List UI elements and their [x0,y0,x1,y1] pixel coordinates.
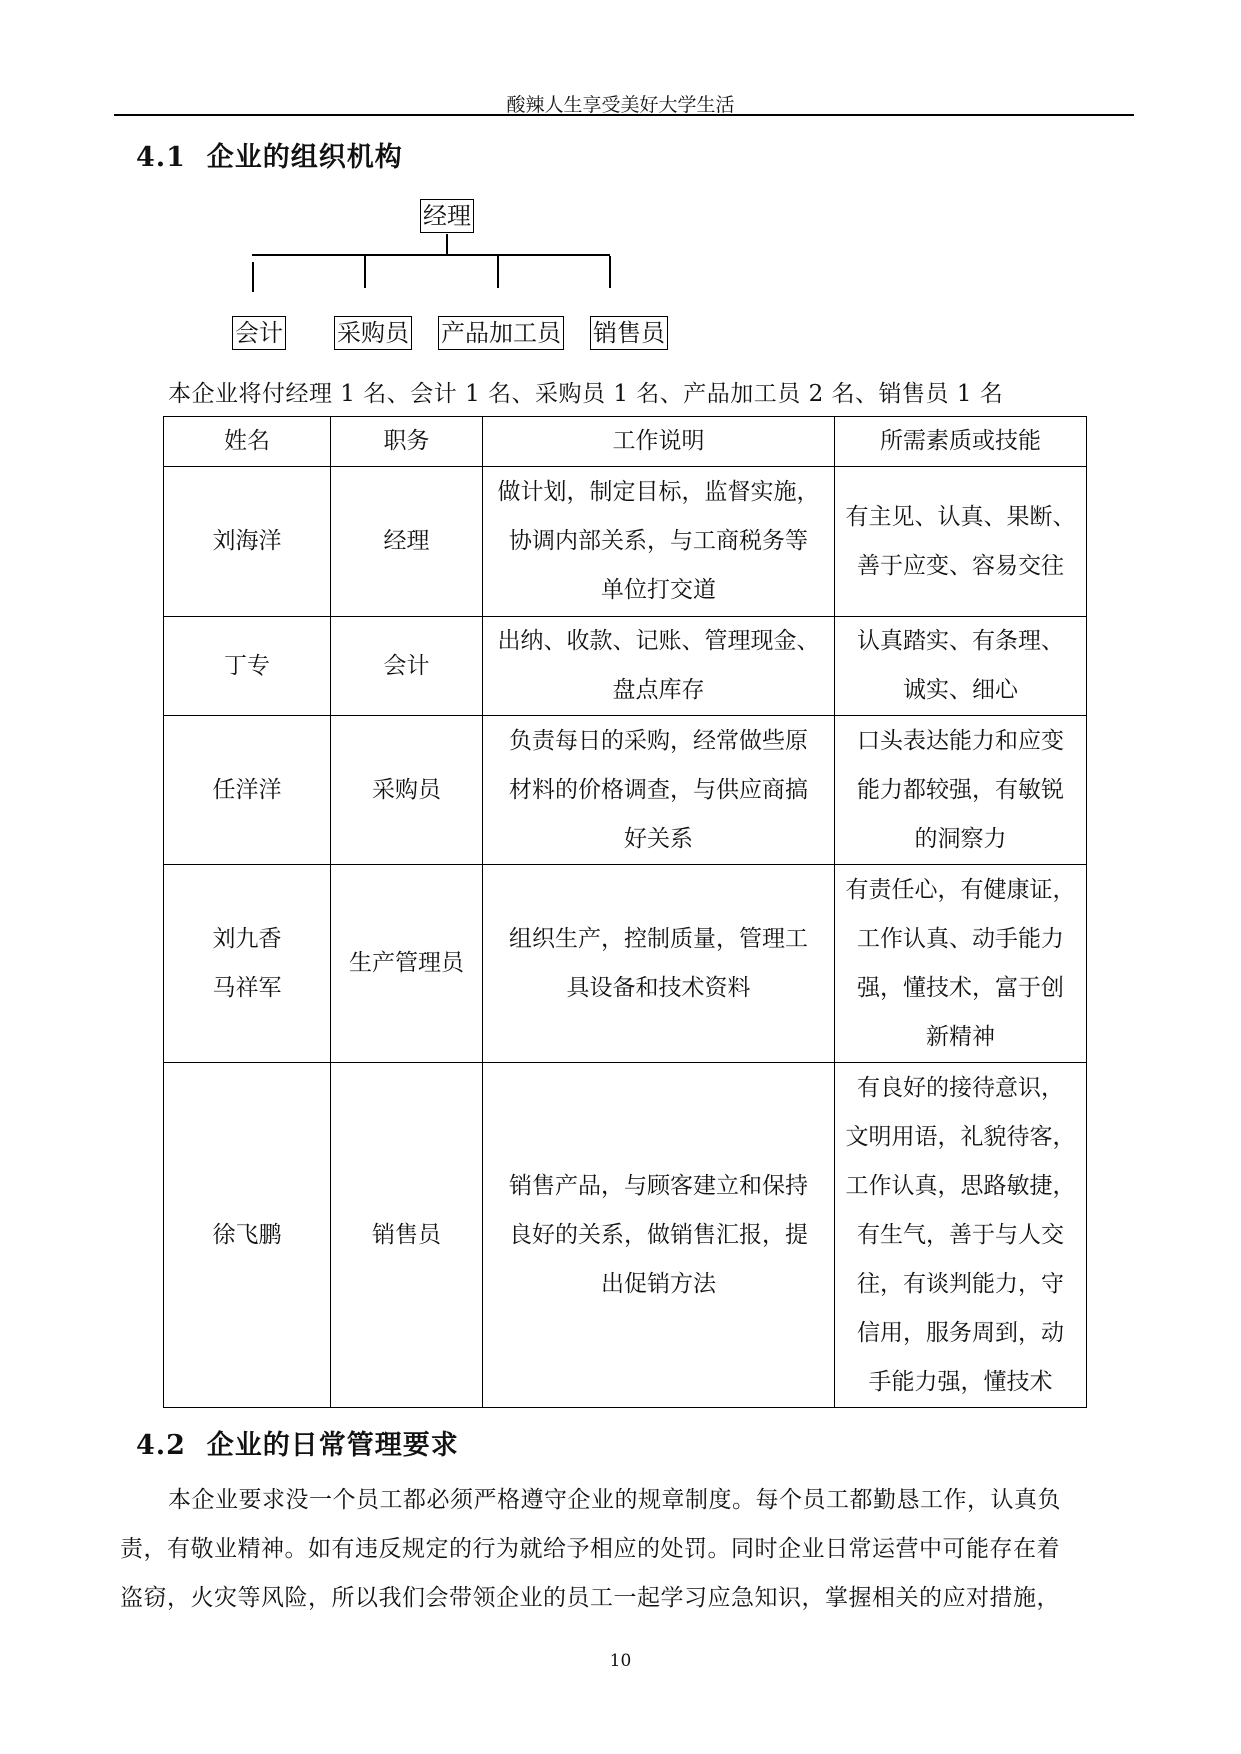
cell-line: 具设备和技术资料 [566,974,751,1001]
cell-line: 刘九香 [212,925,282,952]
org-connector [364,256,366,288]
cell-line: 协调内部关系，与工商税务等 [509,528,808,554]
cell-line: 盘点库存 [612,677,705,703]
cell-line: 文明用语，礼貌待客， [845,1123,1076,1150]
table-row [164,1063,1087,1408]
table-header-cell: 姓名 [164,417,331,467]
staffing-intro: 本企业将付经理 1 名、会计 1 名、采购员 1 名、产品加工员 2 名、销售员 1 名 [168,381,1004,407]
table-row [164,617,1087,716]
role-cell: 经理 [331,467,483,617]
org-connector [446,234,448,255]
duties-cell [483,716,835,865]
table-header-cell: 工作说明 [483,417,835,467]
name-cell: 任洋洋 [164,716,331,865]
cell-line: 工作认真、动手能力 [857,925,1064,952]
cell-line: 有生气，善于与人交 [857,1221,1064,1248]
cell-line: 新精神 [926,1023,995,1050]
table-header-cell: 职务 [331,417,483,467]
cell-line: 的洞察力 [914,825,1007,852]
org-connector [609,256,611,288]
table-row [164,716,1087,865]
paragraph-line: 盗窃，火灾等风险，所以我们会带领企业的员工一起学习应急知识，掌握相关的应对措施， [120,1585,1060,1611]
header-rule [114,114,1134,116]
cell-line: 出纳、收款、记账、管理现金、 [497,628,820,654]
paragraph-line: 本企业要求没一个员工都必须严格遵守企业的规章制度。每个员工都勤恳工作，认真负 [168,1487,1061,1513]
section-title: 企业的日常管理要求 [206,1430,459,1461]
org-connector [252,254,610,256]
skills-cell [835,617,1087,716]
org-node-child: 销售员 [590,316,668,350]
name-cell: 刘海洋 [164,467,331,617]
cell-line: 信用，服务周到，动 [857,1319,1064,1346]
table-header-row [164,417,1087,467]
cell-line: 组织生产，控制质量，管理工 [509,925,808,952]
org-node-child: 会计 [232,316,286,350]
org-node-child: 采购员 [334,316,412,350]
cell-line: 能力都较强，有敏锐 [857,776,1064,803]
name-cell: 徐飞鹏 [164,1063,331,1408]
cell-line: 强，懂技术，富于创 [857,974,1064,1001]
running-header: 酸辣人生享受美好大学生活 [506,94,735,116]
section-4-1-heading [136,135,403,174]
cell-line: 材料的价格调查，与供应商搞 [509,776,808,803]
cell-line: 工作认真，思路敏捷， [845,1172,1076,1199]
cell-line: 出促销方法 [601,1270,716,1297]
role-cell: 生产管理员 [331,865,483,1063]
org-connector [252,262,254,292]
org-node-child: 产品加工员 [438,316,564,350]
role-cell: 采购员 [331,716,483,865]
duties-cell [483,865,835,1063]
skills-cell [835,467,1087,617]
cell-line: 单位打交道 [601,577,716,603]
section-title: 企业的组织机构 [206,142,403,173]
skills-cell [835,865,1087,1063]
cell-line: 有责任心，有健康证， [845,876,1076,903]
table-row [164,865,1087,1063]
cell-line: 善于应变、容易交往 [857,552,1064,579]
org-connector [497,256,499,288]
table-header-cell: 所需素质或技能 [835,417,1087,467]
cell-line: 认真踏实、有条理、 [857,628,1064,654]
section-number: 4.1 [136,142,186,173]
page-number: 10 [609,1651,632,1671]
name-cell [164,865,331,1063]
section-number: 4.2 [136,1430,186,1461]
duties-cell [483,467,835,617]
cell-line: 马祥军 [212,974,282,1001]
cell-line: 有良好的接待意识， [857,1074,1064,1101]
cell-line: 手能力强，懂技术 [868,1368,1053,1395]
role-cell: 销售员 [331,1063,483,1408]
cell-line: 口头表达能力和应变 [857,727,1064,754]
cell-line: 销售产品，与顾客建立和保持 [509,1172,808,1199]
section-4-2-heading [136,1423,459,1462]
paragraph-line: 责，有敬业精神。如有违反规定的行为就给予相应的处罚。同时企业日常运营中可能存在着 [120,1536,1060,1562]
staff-table [163,416,1087,1408]
cell-line: 良好的关系，做销售汇报，提 [509,1221,808,1248]
org-node-root: 经理 [420,199,474,233]
cell-line: 做计划，制定目标，监督实施， [497,479,820,505]
cell-line: 诚实、细心 [903,677,1018,703]
skills-cell [835,1063,1087,1408]
cell-line: 负责每日的采购，经常做些原 [509,727,808,754]
name-cell: 丁专 [164,617,331,716]
duties-cell [483,1063,835,1408]
cell-line: 好关系 [624,825,693,852]
duties-cell [483,617,835,716]
cell-line: 往，有谈判能力，守 [857,1270,1064,1297]
role-cell: 会计 [331,617,483,716]
cell-line: 有主见、认真、果断、 [845,503,1076,530]
table-row [164,467,1087,617]
skills-cell [835,716,1087,865]
